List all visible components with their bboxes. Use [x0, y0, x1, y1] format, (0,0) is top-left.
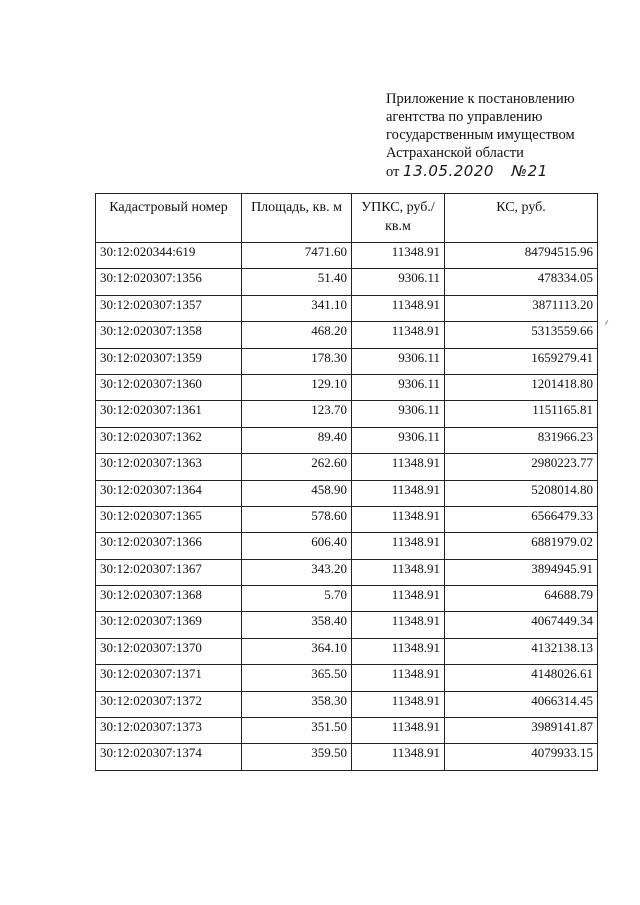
cell-cadastral-value: 1201418.80 [445, 374, 598, 400]
cell-upks: 11348.91 [352, 559, 445, 585]
column-header-cadastral-value: КС, руб. [445, 194, 598, 243]
table-row [96, 295, 598, 321]
cell-area: 458.90 [242, 480, 352, 506]
cadastral-value-table [95, 193, 598, 771]
cell-cadastral-value: 4132138.13 [445, 638, 598, 664]
cell-cadastral-value: 64688.79 [445, 586, 598, 612]
column-header-upks: УПКС, руб./кв.м [352, 194, 445, 243]
appendix-header [386, 90, 626, 181]
cell-upks: 11348.91 [352, 744, 445, 770]
cell-area: 262.60 [242, 454, 352, 480]
cell-area: 343.20 [242, 559, 352, 585]
cell-area: 341.10 [242, 295, 352, 321]
table-header-row [96, 194, 598, 243]
cell-cadastral-number: 30:12:020307:1373 [96, 718, 242, 744]
column-header-area: Площадь, кв. м [242, 194, 352, 243]
column-header-cadastral-number: Кадастровый номер [96, 194, 242, 243]
table-row [96, 533, 598, 559]
cell-cadastral-number: 30:12:020307:1365 [96, 506, 242, 532]
cell-cadastral-number: 30:12:020307:1363 [96, 454, 242, 480]
cell-cadastral-number: 30:12:020307:1366 [96, 533, 242, 559]
cell-cadastral-value: 6881979.02 [445, 533, 598, 559]
cell-cadastral-value: 5313559.66 [445, 322, 598, 348]
date-prefix: от [386, 164, 400, 180]
cell-area: 365.50 [242, 665, 352, 691]
scan-speck [605, 320, 609, 325]
cell-upks: 9306.11 [352, 348, 445, 374]
cell-upks: 11348.91 [352, 586, 445, 612]
cell-cadastral-number: 30:12:020307:1364 [96, 480, 242, 506]
table-row [96, 401, 598, 427]
header-line-2: агентства по управлению [386, 109, 543, 125]
handwritten-number: №21 [511, 162, 548, 180]
cell-area: 89.40 [242, 427, 352, 453]
table-row [96, 718, 598, 744]
cell-upks: 9306.11 [352, 374, 445, 400]
table-row [96, 506, 598, 532]
cell-cadastral-value: 4148026.61 [445, 665, 598, 691]
cell-cadastral-value: 1151165.81 [445, 401, 598, 427]
cell-cadastral-number: 30:12:020307:1369 [96, 612, 242, 638]
table-row [96, 559, 598, 585]
cell-cadastral-number: 30:12:020307:1357 [96, 295, 242, 321]
table-body [96, 243, 598, 771]
cell-cadastral-value: 478334.05 [445, 269, 598, 295]
cell-cadastral-value: 4066314.45 [445, 691, 598, 717]
cell-upks: 11348.91 [352, 322, 445, 348]
table-row [96, 374, 598, 400]
table-row [96, 665, 598, 691]
table-row [96, 691, 598, 717]
cell-cadastral-value: 3871113.20 [445, 295, 598, 321]
cell-cadastral-number: 30:12:020307:1360 [96, 374, 242, 400]
cell-area: 123.70 [242, 401, 352, 427]
cell-upks: 11348.91 [352, 665, 445, 691]
cell-cadastral-value: 2980223.77 [445, 454, 598, 480]
header-line-3: государственным имуществом [386, 127, 575, 143]
handwritten-date: 13.05.2020 [403, 162, 494, 180]
cell-cadastral-number: 30:12:020307:1362 [96, 427, 242, 453]
cell-cadastral-number: 30:12:020307:1370 [96, 638, 242, 664]
cell-cadastral-value: 84794515.96 [445, 243, 598, 269]
cell-cadastral-value: 6566479.33 [445, 506, 598, 532]
cell-cadastral-number: 30:12:020307:1361 [96, 401, 242, 427]
table-row [96, 243, 598, 269]
cell-upks: 11348.91 [352, 612, 445, 638]
cell-upks: 11348.91 [352, 691, 445, 717]
table-row [96, 454, 598, 480]
cell-cadastral-value: 3894945.91 [445, 559, 598, 585]
cell-area: 5.70 [242, 586, 352, 612]
cell-cadastral-number: 30:12:020344:619 [96, 243, 242, 269]
cell-cadastral-value: 831966.23 [445, 427, 598, 453]
cell-cadastral-value: 4079933.15 [445, 744, 598, 770]
header-date-line [386, 162, 626, 181]
cell-upks: 9306.11 [352, 427, 445, 453]
table-row [96, 322, 598, 348]
table-row [96, 612, 598, 638]
cell-cadastral-value: 3989141.87 [445, 718, 598, 744]
cell-upks: 11348.91 [352, 454, 445, 480]
cell-upks: 11348.91 [352, 718, 445, 744]
cell-area: 129.10 [242, 374, 352, 400]
cell-area: 606.40 [242, 533, 352, 559]
header-line-1: Приложение к постановлению [386, 91, 575, 107]
cell-upks: 11348.91 [352, 480, 445, 506]
cell-cadastral-number: 30:12:020307:1359 [96, 348, 242, 374]
cell-area: 358.30 [242, 691, 352, 717]
table-row [96, 638, 598, 664]
table-row [96, 427, 598, 453]
cell-cadastral-number: 30:12:020307:1368 [96, 586, 242, 612]
cell-upks: 11348.91 [352, 638, 445, 664]
table-row [96, 744, 598, 770]
cell-area: 358.40 [242, 612, 352, 638]
header-line-4: Астраханской области [386, 145, 524, 161]
cell-area: 178.30 [242, 348, 352, 374]
cell-cadastral-number: 30:12:020307:1367 [96, 559, 242, 585]
table-row [96, 269, 598, 295]
cell-upks: 9306.11 [352, 401, 445, 427]
table-row [96, 480, 598, 506]
cell-upks: 11348.91 [352, 295, 445, 321]
cell-upks: 11348.91 [352, 506, 445, 532]
cell-area: 51.40 [242, 269, 352, 295]
cell-cadastral-number: 30:12:020307:1358 [96, 322, 242, 348]
cell-area: 578.60 [242, 506, 352, 532]
cell-upks: 11348.91 [352, 243, 445, 269]
cell-area: 351.50 [242, 718, 352, 744]
cell-area: 468.20 [242, 322, 352, 348]
cell-cadastral-number: 30:12:020307:1374 [96, 744, 242, 770]
cell-area: 359.50 [242, 744, 352, 770]
cell-cadastral-number: 30:12:020307:1371 [96, 665, 242, 691]
cell-cadastral-value: 4067449.34 [445, 612, 598, 638]
cell-cadastral-value: 5208014.80 [445, 480, 598, 506]
cell-cadastral-number: 30:12:020307:1372 [96, 691, 242, 717]
table-row [96, 586, 598, 612]
table-row [96, 348, 598, 374]
cell-area: 364.10 [242, 638, 352, 664]
cell-upks: 11348.91 [352, 533, 445, 559]
cell-cadastral-number: 30:12:020307:1356 [96, 269, 242, 295]
cell-area: 7471.60 [242, 243, 352, 269]
cell-cadastral-value: 1659279.41 [445, 348, 598, 374]
cell-upks: 9306.11 [352, 269, 445, 295]
